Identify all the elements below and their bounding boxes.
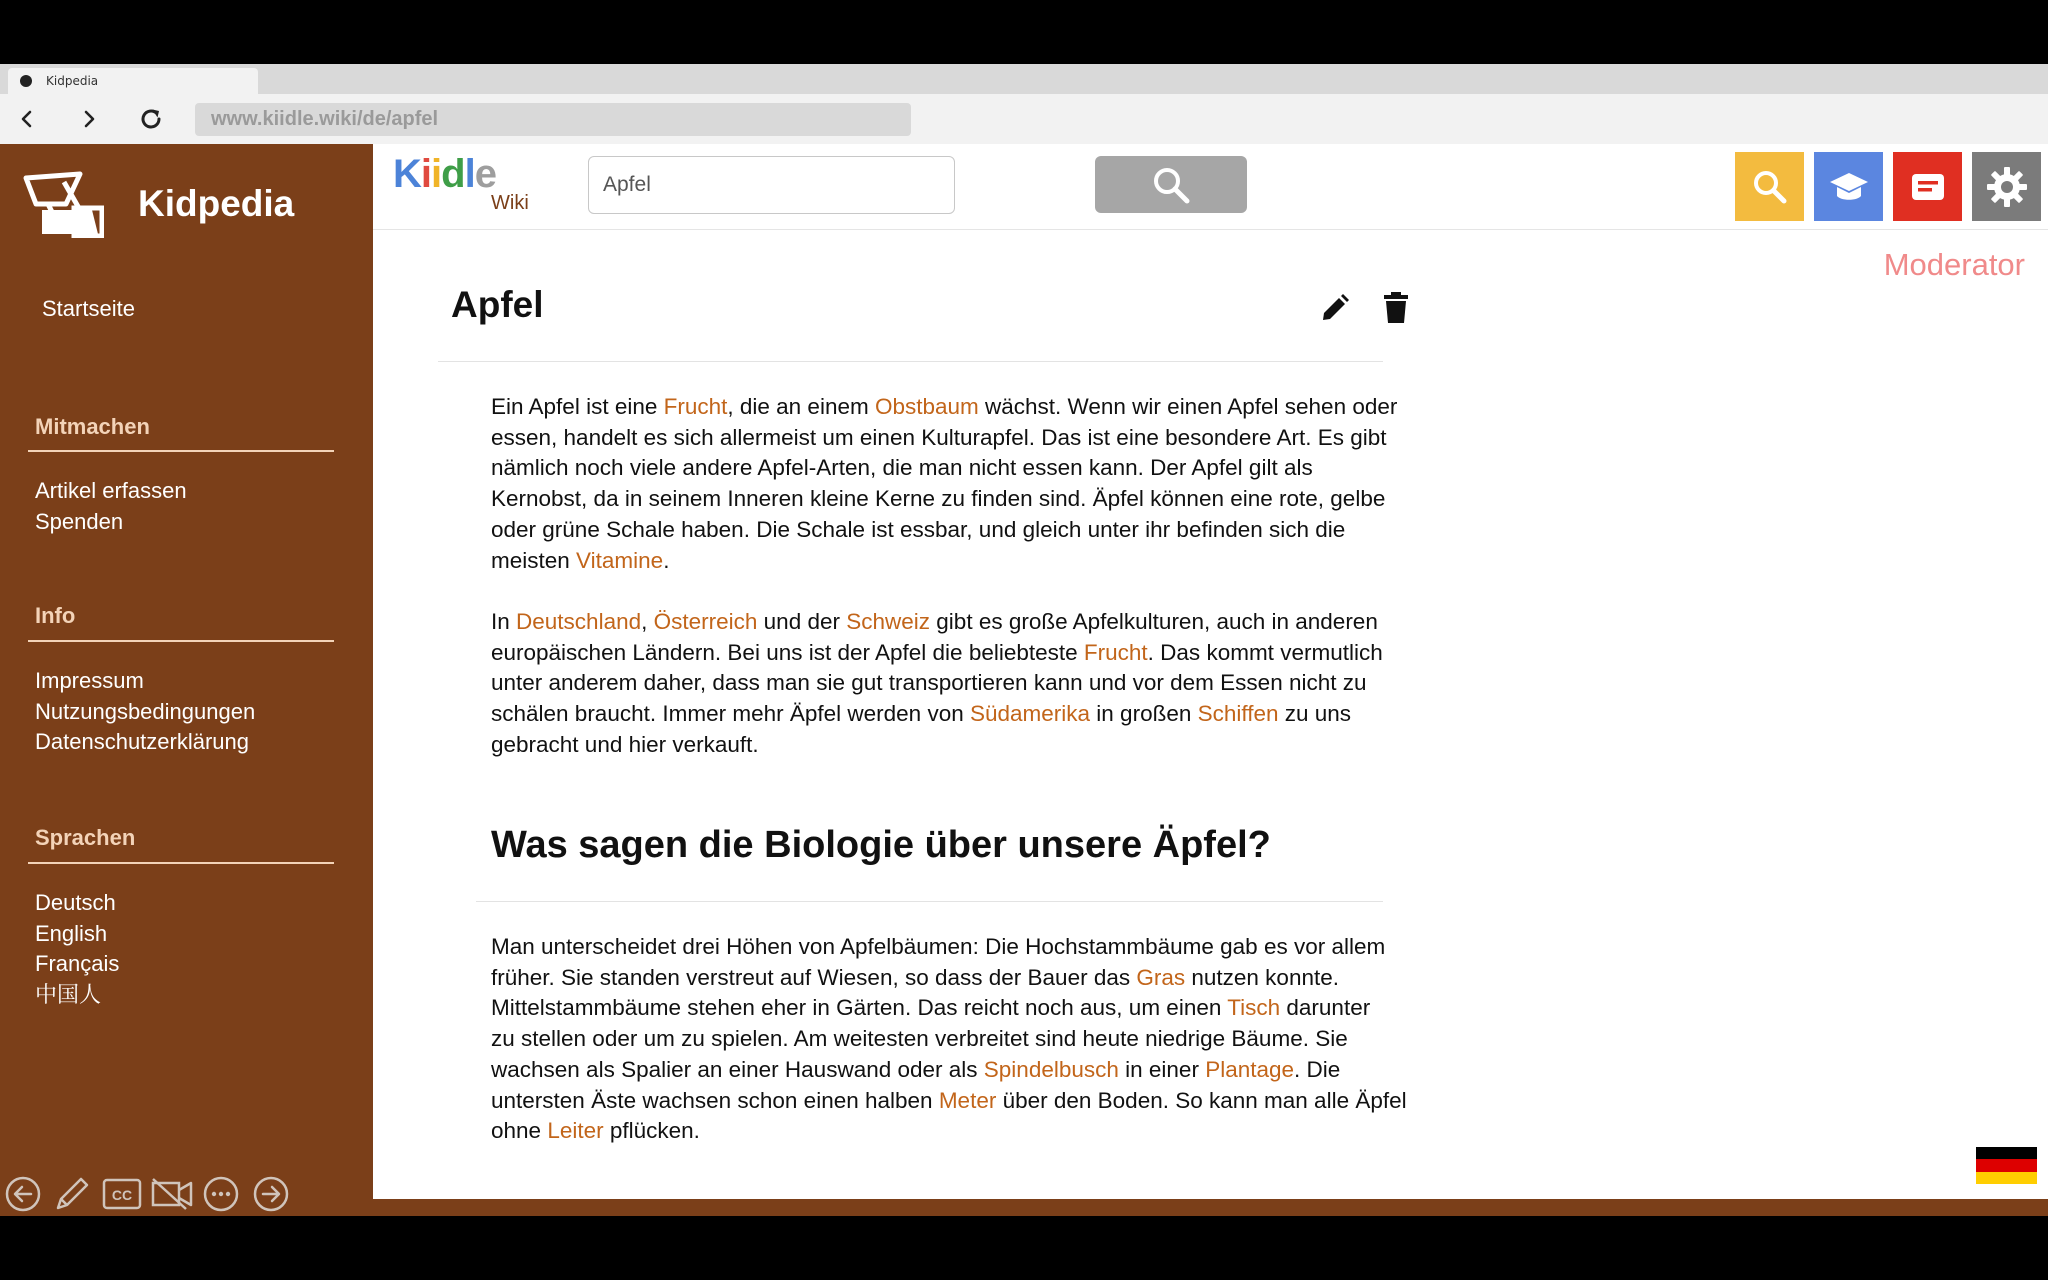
- address-bar[interactable]: [195, 103, 911, 136]
- sidebar-item-datenschutz[interactable]: Datenschutzerklärung: [35, 729, 250, 754]
- article-text: untersten Äste wachsen schon einen halben: [491, 1087, 939, 1113]
- section-list-mitmachen: [35, 476, 187, 537]
- article-paragraph-2: [491, 607, 1481, 761]
- article-text: Man unterscheidet drei Höhen von Apfelbäumen: Die Hochstammbäume gab es vor allem: [491, 934, 1386, 959]
- search-input[interactable]: [588, 156, 955, 214]
- section-divider: [28, 450, 334, 452]
- forward-arrow-icon[interactable]: [252, 1175, 290, 1213]
- section-heading: Was sagen die Biologie über unsere Äpfel?: [491, 824, 1271, 866]
- captions-icon[interactable]: [102, 1176, 142, 1212]
- section-divider: [476, 901, 1383, 902]
- back-button[interactable]: [10, 102, 44, 136]
- url-text: www.kiidle.wiki/de/apfel: [211, 108, 439, 130]
- section-heading-mitmachen: Mitmachen: [35, 414, 150, 439]
- flag-stripe: [1976, 1147, 2037, 1159]
- logo-letter: i: [431, 152, 442, 196]
- article-text: schälen braucht. Immer mehr Äpfel werden von: [491, 701, 970, 727]
- document-icon: [1908, 169, 1948, 205]
- language-item-francais[interactable]: Français: [35, 951, 120, 976]
- german-flag-icon[interactable]: [1976, 1147, 2037, 1184]
- section-heading-sprachen: Sprachen: [35, 825, 136, 850]
- article-text: europäischen Ländern. Bei uns ist der Apfel die beliebteste: [491, 639, 1084, 665]
- section-heading-info: Info: [35, 603, 76, 628]
- article-link[interactable]: Österreich: [653, 609, 758, 634]
- tab-title: Kidpedia: [46, 74, 99, 88]
- reload-button[interactable]: [134, 102, 168, 136]
- article-text: in großen: [1090, 701, 1198, 727]
- article-text: pflücken.: [603, 1118, 700, 1144]
- presentation-toolbar: [0, 1172, 373, 1216]
- section-list-sprachen: [35, 888, 119, 1010]
- article-link[interactable]: Frucht: [663, 394, 728, 419]
- logo-letter: i: [420, 152, 432, 196]
- article-text: gebracht und hier verkauft.: [491, 731, 759, 757]
- article-text: zu stellen oder um zu spielen. Am weitesten verbreitet sind heute niedrige Bäume. Sie: [491, 1026, 1348, 1052]
- article-link[interactable]: Leiter: [547, 1118, 604, 1144]
- article-text: wachsen als Spalier an einer Hauswand oder als: [491, 1056, 984, 1082]
- browser-tab-bar: [0, 64, 2048, 94]
- article-text: Mittelstammbäume stehen eher in Gärten. Das reicht noch aus, um einen: [491, 995, 1228, 1021]
- search-icon: [1751, 168, 1789, 206]
- logo-letter: d: [441, 152, 465, 196]
- forward-button[interactable]: [72, 102, 106, 136]
- language-item-deutsch[interactable]: Deutsch: [35, 890, 116, 915]
- article-text: in einer: [1118, 1056, 1206, 1082]
- kidpedia-logo-icon: [22, 170, 104, 238]
- article-text: oder grüne Schale haben. Die Schale ist essbar, und gleich unter ihr befinden sich die: [491, 516, 1346, 542]
- article-text: und der: [757, 609, 847, 634]
- logo-letter: e: [474, 152, 496, 196]
- article-text: über den Boden. So kann man alle Äpfel: [996, 1087, 1407, 1113]
- article-text: meisten: [491, 547, 577, 573]
- article-link[interactable]: Gras: [1136, 964, 1186, 990]
- article-paragraph-3: [491, 932, 1481, 1147]
- delete-button[interactable]: [1376, 288, 1416, 328]
- chevron-right-icon: [79, 109, 99, 129]
- article-text: Ein Apfel ist eine: [491, 394, 664, 419]
- article-text: unter anderem daher, dass man sie gut transportieren kann und vor dem Essen nicht zu: [491, 670, 1367, 696]
- main-content: [373, 144, 2048, 1199]
- pencil-icon: [1320, 293, 1350, 323]
- article-text: . Die: [1294, 1056, 1341, 1082]
- article-text: gibt es große Apfelkulturen, auch in anderen: [930, 609, 1378, 634]
- article-text: ohne: [491, 1118, 548, 1144]
- sidebar-item-spenden[interactable]: Spenden: [35, 508, 124, 534]
- edit-button[interactable]: [1315, 288, 1355, 328]
- article-text: essen, handelt es sich allermeist um einen Kulturapfel. Das ist eine besondere Art. Es gibt: [491, 424, 1387, 450]
- search-tool-button[interactable]: [1735, 152, 1804, 221]
- article-paragraph-1: [491, 392, 1481, 576]
- article-text: nutzen konnte.: [1185, 964, 1339, 990]
- article-text: .: [663, 547, 670, 573]
- wiki-header: [373, 144, 2048, 230]
- sidebar-item-artikel-erfassen[interactable]: Artikel erfassen: [35, 478, 187, 503]
- pencil-icon[interactable]: [52, 1174, 92, 1214]
- language-item-english[interactable]: English: [35, 920, 108, 946]
- article-link[interactable]: Schweiz: [846, 609, 931, 634]
- learning-button[interactable]: [1814, 152, 1883, 221]
- article-link[interactable]: Obstbaum: [874, 394, 979, 419]
- settings-button[interactable]: [1972, 152, 2041, 221]
- article-text: wächst. Wenn wir einen Apfel sehen oder: [978, 394, 1398, 419]
- article-link[interactable]: Südamerika: [969, 701, 1091, 727]
- article-link[interactable]: Spindelbusch: [983, 1056, 1119, 1082]
- brand-name: Kidpedia: [138, 183, 295, 224]
- flag-stripe: [1976, 1159, 2037, 1171]
- trash-icon: [1383, 292, 1409, 324]
- flag-stripe: [1976, 1172, 2037, 1184]
- back-arrow-icon[interactable]: [4, 1175, 42, 1213]
- browser-nav-bar: [0, 94, 2048, 144]
- svg-text:CC: CC: [111, 1187, 133, 1203]
- article-text: früher. Sie standen verstreut auf Wiesen, so dass der Bauer das: [491, 964, 1137, 990]
- article-text: zu uns: [1278, 701, 1352, 727]
- browser-tab[interactable]: [8, 68, 258, 94]
- logo-letter: l: [464, 152, 475, 196]
- favicon-icon: [20, 75, 32, 87]
- sidebar-item-home[interactable]: Startseite: [42, 296, 135, 321]
- user-role-label: Moderator: [1883, 247, 2025, 282]
- search-button[interactable]: [1095, 156, 1247, 213]
- sidebar-item-impressum[interactable]: Impressum: [35, 668, 144, 693]
- camera-off-icon[interactable]: [150, 1176, 194, 1212]
- search-icon: [1151, 165, 1191, 205]
- title-divider: [438, 361, 1383, 362]
- brand[interactable]: [22, 170, 294, 238]
- logo-subtitle: Wiki: [491, 192, 529, 214]
- logo-letter: K: [393, 152, 421, 196]
- sidebar: [0, 144, 373, 1216]
- section-divider: [28, 640, 334, 642]
- article-text: , die an einem: [727, 394, 875, 419]
- article-text: nämlich noch viele andere Apfel-Arten, die man nicht essen kann. Der Apfel gilt als: [491, 455, 1313, 481]
- article-link[interactable]: Deutschland: [516, 609, 642, 634]
- kiidle-logo[interactable]: [393, 152, 496, 197]
- article-link[interactable]: Tisch: [1227, 995, 1281, 1021]
- letterbox-top: [0, 0, 2048, 64]
- bottom-strip: [373, 1199, 2048, 1216]
- section-list-info: [35, 666, 255, 758]
- language-item-chinese[interactable]: 中国人: [35, 981, 102, 1007]
- article-link[interactable]: Schiffen: [1197, 701, 1279, 727]
- article-link[interactable]: Meter: [938, 1087, 997, 1113]
- sidebar-item-nutzungsbedingungen[interactable]: Nutzungsbedingungen: [35, 698, 256, 724]
- graduation-cap-icon: [1828, 168, 1870, 206]
- gear-icon: [1985, 165, 2029, 209]
- article-text: In: [491, 609, 517, 634]
- article-link[interactable]: Frucht: [1083, 639, 1148, 665]
- article-text: . Das kommt vermutlich: [1147, 639, 1383, 665]
- article-text: ,: [641, 609, 654, 634]
- more-icon[interactable]: [202, 1175, 240, 1213]
- article-title: Apfel: [451, 284, 544, 325]
- reload-icon: [137, 105, 165, 133]
- article-text: Kernobst, da in seinem Inneren kleine Kerne zu finden sind. Äpfel können eine rote, gelbe: [491, 486, 1386, 512]
- article-link[interactable]: Plantage: [1205, 1056, 1295, 1082]
- chevron-left-icon: [17, 109, 37, 129]
- section-divider: [28, 862, 334, 864]
- article-link[interactable]: Vitamine: [576, 547, 664, 573]
- article-text: darunter: [1280, 995, 1371, 1021]
- articles-button[interactable]: [1893, 152, 1962, 221]
- letterbox-bottom: [0, 1216, 2048, 1280]
